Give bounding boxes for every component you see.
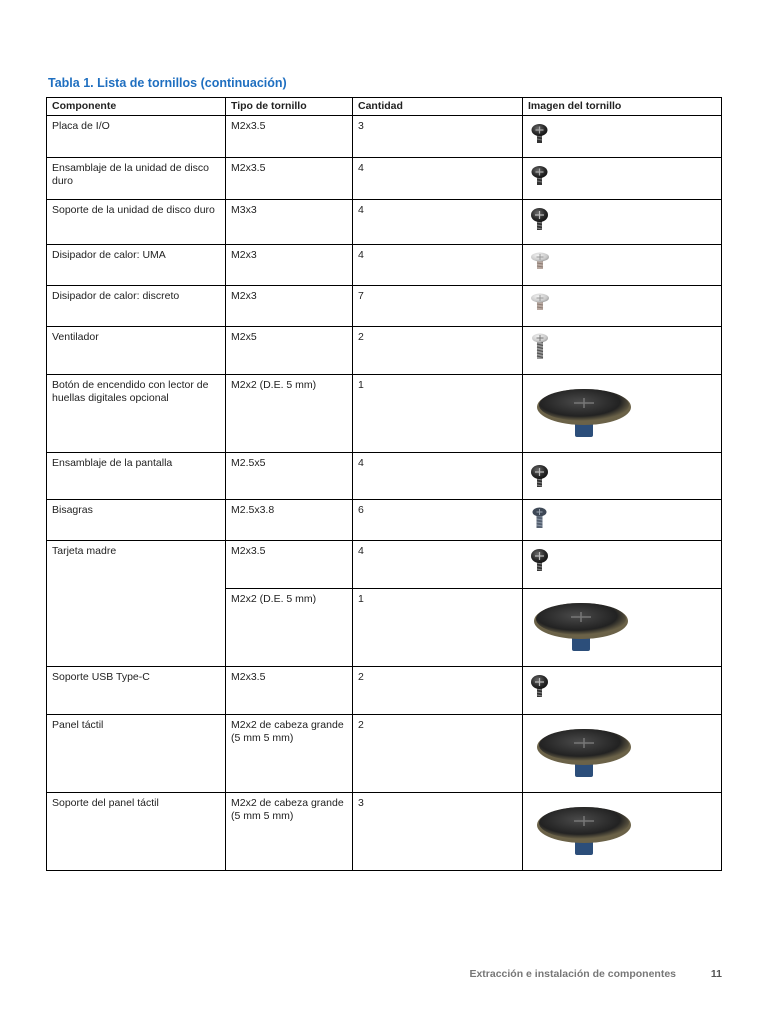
cell-screw-type: M2x3.5: [226, 158, 353, 200]
cell-quantity: 4: [353, 453, 523, 500]
table-row: [47, 158, 722, 200]
cell-image: [523, 589, 722, 667]
table-row: [47, 245, 722, 286]
cell-component: Soporte de la unidad de disco duro: [47, 200, 226, 245]
cell-screw-type: M2.5x5: [226, 453, 353, 500]
page-number: 11: [710, 968, 722, 980]
header-quantity: Cantidad: [353, 98, 523, 116]
cell-image: [523, 500, 722, 541]
silver-screw-icon: [528, 249, 552, 273]
cell-image: [523, 793, 722, 871]
cell-quantity: 4: [353, 158, 523, 200]
large-head-screw-icon: [533, 719, 633, 783]
cell-image: [523, 116, 722, 158]
large-head-screw-icon: [530, 593, 630, 657]
table-row: [47, 500, 722, 541]
black-screw-icon: [528, 671, 552, 701]
small-black-screw-icon: [528, 120, 552, 146]
cell-quantity: 6: [353, 500, 523, 541]
cell-image: [523, 327, 722, 375]
cell-component: Ensamblaje de la unidad de disco duro: [47, 158, 226, 200]
table-row: [47, 200, 722, 245]
table-caption: Tabla 1. Lista de tornillos (continuación): [48, 76, 287, 90]
cell-quantity: 1: [353, 589, 523, 667]
table-row: [47, 286, 722, 327]
cell-screw-type: M2x2 (D.E. 5 mm): [226, 375, 353, 453]
cell-quantity: 3: [353, 116, 523, 158]
large-head-screw-icon: [533, 797, 633, 861]
table-row: [47, 375, 722, 453]
cell-quantity: 2: [353, 327, 523, 375]
table-row: [47, 541, 722, 589]
cell-quantity: 4: [353, 200, 523, 245]
cell-component: Disipador de calor: UMA: [47, 245, 226, 286]
cell-component: Bisagras: [47, 500, 226, 541]
cell-image: [523, 286, 722, 327]
cell-component: Ensamblaje de la pantalla: [47, 453, 226, 500]
header-image: Imagen del tornillo: [523, 98, 722, 116]
table-row: [47, 667, 722, 715]
cell-quantity: 2: [353, 715, 523, 793]
cell-image: [523, 375, 722, 453]
cell-screw-type: M2x3: [226, 245, 353, 286]
table-row: [47, 453, 722, 500]
cell-quantity: 4: [353, 245, 523, 286]
cell-quantity: 7: [353, 286, 523, 327]
cell-image: [523, 158, 722, 200]
small-black-screw-icon: [528, 162, 552, 188]
cell-component: Panel táctil: [47, 715, 226, 793]
cell-component: Botón de encendido con lector de huellas digitales opcional: [47, 375, 226, 453]
cell-screw-type: M2.5x3.8: [226, 500, 353, 541]
cell-screw-type: M2x3.5: [226, 541, 353, 589]
cell-screw-type: M2x2 de cabeza grande (5 mm 5 mm): [226, 793, 353, 871]
cell-image: [523, 245, 722, 286]
black-screw-icon: [528, 545, 552, 575]
cell-image: [523, 200, 722, 245]
cell-quantity: 2: [353, 667, 523, 715]
table-header-row: [47, 98, 722, 116]
cell-screw-type: M2x3.5: [226, 667, 353, 715]
table-row: [47, 116, 722, 158]
cell-image: [523, 541, 722, 589]
cell-image: [523, 715, 722, 793]
cell-screw-type: M2x5: [226, 327, 353, 375]
cell-component: Soporte del panel táctil: [47, 793, 226, 871]
long-silver-screw-icon: [528, 331, 552, 363]
cell-component: Soporte USB Type-C: [47, 667, 226, 715]
cell-component: Placa de I/O: [47, 116, 226, 158]
table-row: [47, 589, 722, 667]
cell-component: Ventilador: [47, 327, 226, 375]
cell-screw-type: M2x3.5: [226, 116, 353, 158]
cell-quantity: 3: [353, 793, 523, 871]
cell-component: [47, 589, 226, 667]
large-head-screw-icon: [533, 379, 633, 443]
table-row: [47, 715, 722, 793]
footer-section-title: Extracción e instalación de componentes: [469, 968, 676, 980]
cell-image: [523, 453, 722, 500]
cell-screw-type: M2x3: [226, 286, 353, 327]
silver-screw-icon: [528, 290, 552, 314]
table-row: [47, 793, 722, 871]
table-row: [47, 327, 722, 375]
cell-screw-type: M2x2 (D.E. 5 mm): [226, 589, 353, 667]
cell-component: Tarjeta madre: [47, 541, 226, 589]
screw-list-table: [46, 97, 722, 871]
cell-component: Disipador de calor: discreto: [47, 286, 226, 327]
cell-screw-type: M3x3: [226, 200, 353, 245]
black-screw-icon: [528, 461, 552, 491]
cell-quantity: 1: [353, 375, 523, 453]
cell-screw-type: M2x2 de cabeza grande (5 mm 5 mm): [226, 715, 353, 793]
header-screw-type: Tipo de tornillo: [226, 98, 353, 116]
header-component: Componente: [47, 98, 226, 116]
cell-quantity: 4: [353, 541, 523, 589]
cell-image: [523, 667, 722, 715]
black-screw-icon: [528, 204, 552, 234]
gray-screw-icon: [528, 504, 552, 532]
